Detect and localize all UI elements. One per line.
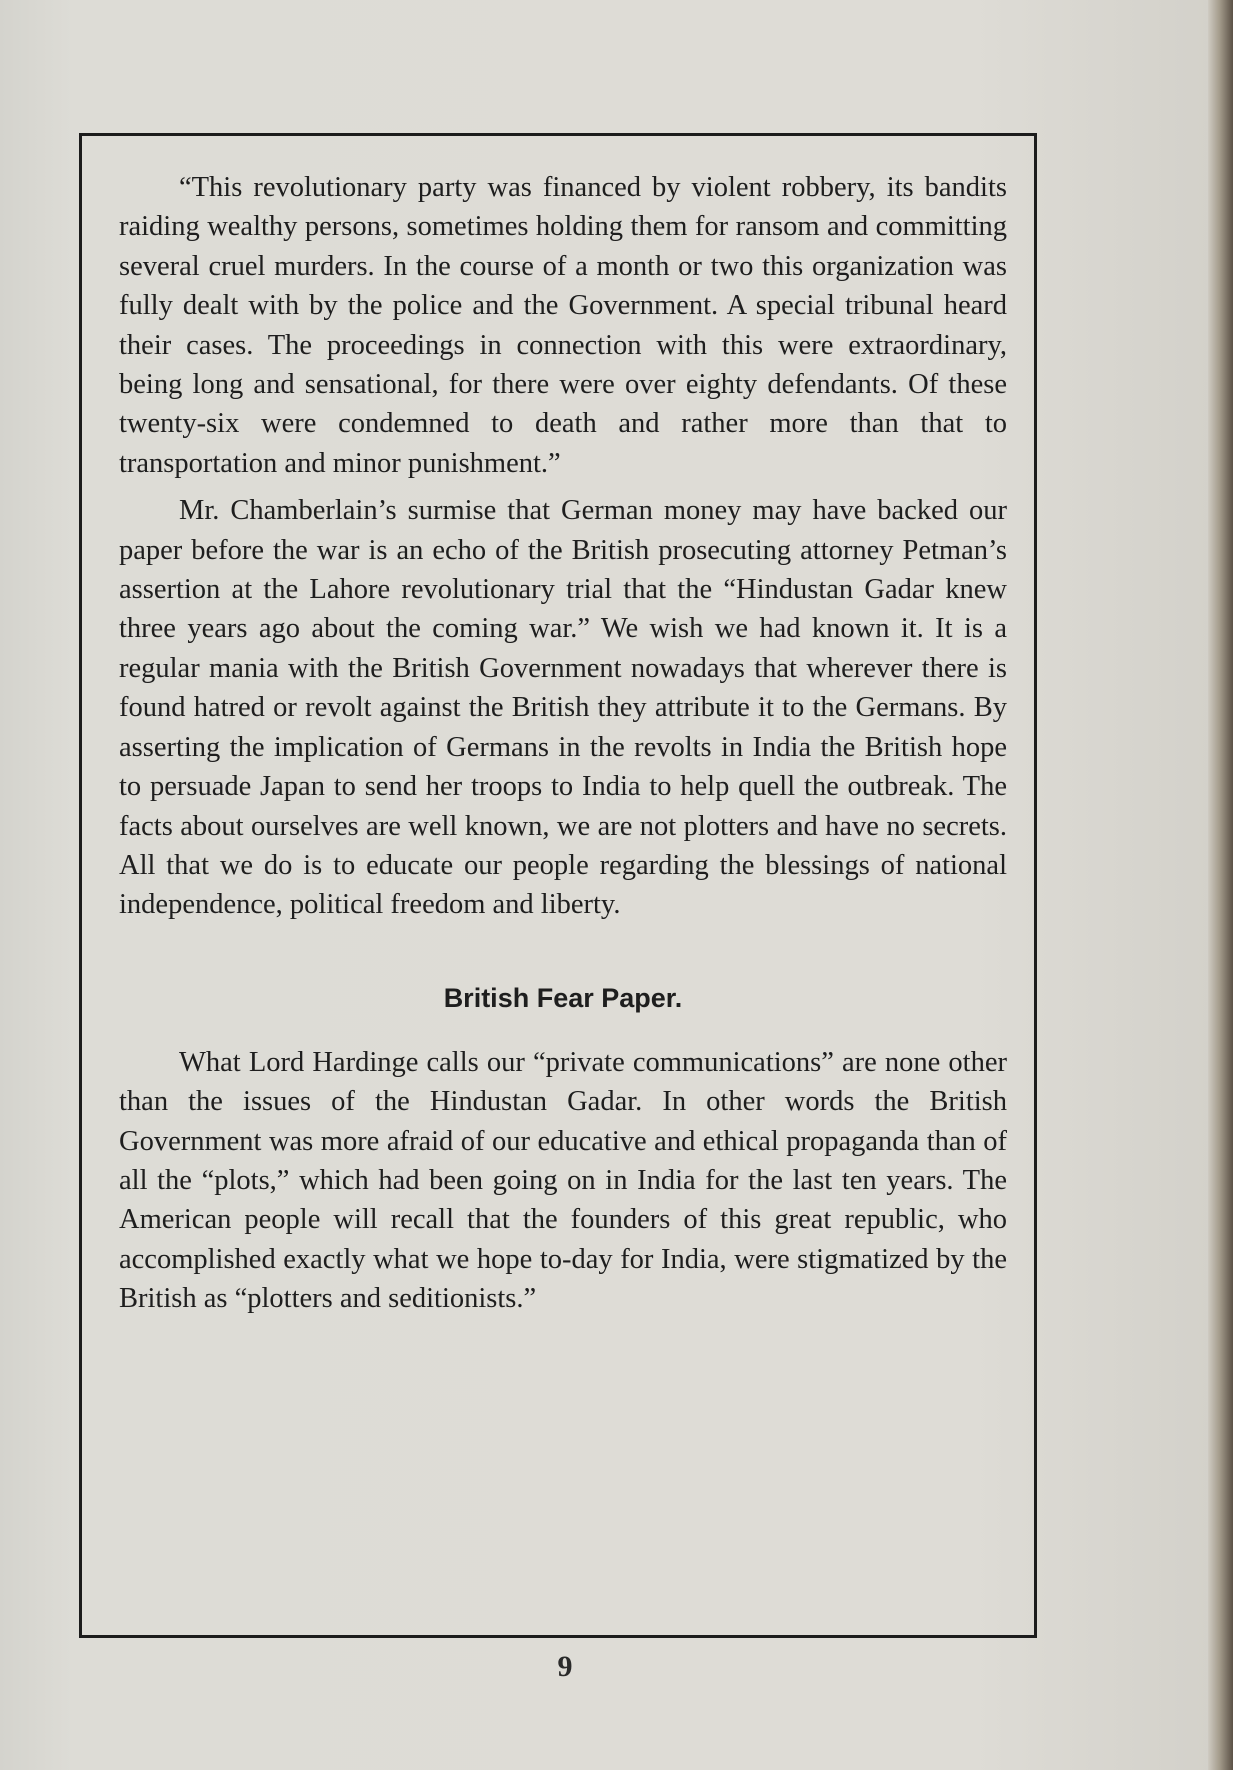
section-heading: British Fear Paper.: [443, 982, 683, 1013]
page-body-text: [119, 168, 1007, 1319]
paragraph-lord-hardinge: What Lord Hardinge calls our “private communications” are none other than the issues of the Hindustan Gadar. In other words the British Government was more afraid of our educative and ethical propaganda than of all the “plots,” which had been going on in India for the last ten years. The American people will recall that the founders of this great republic, who accomplished exactly what we hope to-day for India, were stigmatized by the British as “plotters and seditionists.”: [119, 1046, 1007, 1315]
paragraph-quote-revolutionary-party: “This revolutionary party was financed by violent robbery, its bandits raiding wealthy persons, sometimes holding them for ransom and committing several cruel murders. In the course of a month or two this organization was fully dealt with by the police and the Government. A special tribunal heard their cases. The proceedings in connection with this were extraordinary, being long and sensational, for there were over eighty defendants. Of these twenty-six were condemned to death and rather more than that to transportation and minor punishment.”: [119, 172, 1007, 479]
paragraph-chamberlain-surmise: Mr. Chamberlain’s surmise that German money may have backed our paper before the war is an echo of the British prosecuting attorney Petman’s assertion at the Lahore revolutionary trial that the “Hindustan Gadar knew three years ago about the coming war.” We wish we had known it. It is a regular mania with the British Government nowadays that wherever there is found hatred or revolt against the British they attribute it to the Germans. By asserting the implication of Germans in the revolts in India the British hope to persuade Japan to send her troops to India to help quell the outbreak. The facts about ourselves are well known, we are not plotters and have no secrets. All that we do is to educate our people regarding the blessings of national independence, political freedom and liberty.: [119, 495, 1007, 921]
page-number: 9: [557, 1650, 573, 1683]
page-edge-shadow: [1208, 0, 1233, 1770]
